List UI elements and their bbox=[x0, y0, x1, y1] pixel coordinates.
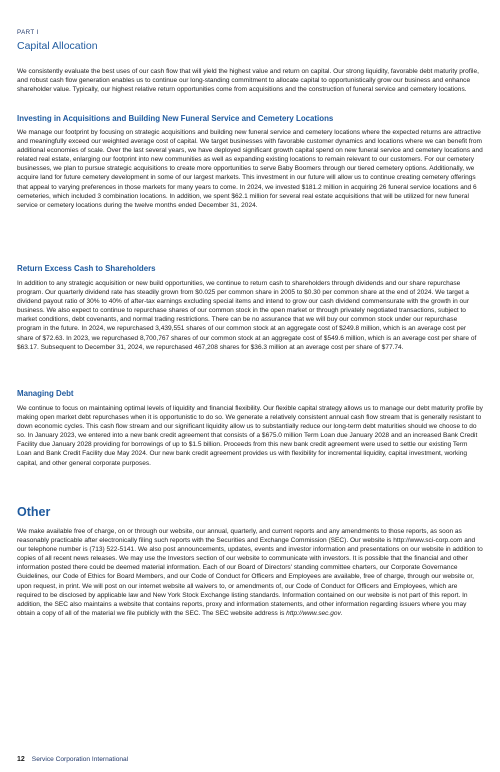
other-paragraph-end: . bbox=[340, 609, 343, 617]
other-paragraph-text: We make available free of charge, on or through our website, our annual, quarterly, and current reports and any amendments to those reports, as soon as reasonably practicable after electronically filing such reports with the Securities and Exchange Commission (SEC). Our website is http://www.sci-corp.com and our telephone number is (713) 522-5141. We also post announcements, updates, events and investor information and presentations on our website in addition to copies of all recent news releases. We may use the Investors section of our website to communicate with investors. It is possible that the financial and other information posted there could be deemed material information. Each of our Board of Directors' standing committee charters, our Corporate Governance Guidelines, our Code of Ethics for Board Members, and our Code of Conduct for Officers and Employees are available, free of charge, through our website or, upon request, in print. We will post on our internet website all waivers to, or amendments of, our Code of Conduct for Officers and Employees, which are required to be disclosed by applicable law and New York Stock Exchange listing standards. Information contained on our website is not part of this report. In addition, the SEC also maintains a website that contains reports, proxy and information statements, and other information regarding issuers where you may obtain a copy of all of the material we file publicly with the SEC. The SEC website address is bbox=[17, 528, 483, 617]
footer-company-name: Service Corporation International bbox=[31, 756, 129, 763]
return-cash-heading: Return Excess Cash to Shareholders bbox=[17, 264, 156, 273]
investing-heading: Investing in Acquisitions and Building New Funeral Service and Cemetery Locations bbox=[17, 114, 334, 123]
capital-allocation-paragraph: We consistently evaluate the best uses of our cash flow that will yield the highest value and return on capital. Our strong liquidity, favorable debt maturity profile, and robust cash flow generation enables us to continue our long-standing commitment to allocate capital to opportunistically grow our business and enhance shareholder value. Typically, our highest relative return opportunities come from acquisitions and the construction of funeral service and cemetery locations. bbox=[17, 68, 479, 94]
page-number: 12 bbox=[17, 756, 25, 763]
investing-paragraph: We manage our footprint by focusing on strategic acquisitions and building new funeral service and cemetery locations where the expected returns are attractive and meaningfully exceed our weighted average cost of capital. We target businesses with favorable customer dynamics and locations where we can benefit from additional economies of scale. Over the last several years, we have deployed significant growth capital spend on new funeral service and cemetery locations and related real estate, enlarging our footprint into new communities as well as expanding existing locations to remain relevant to our customers. For our cemetery businesses, we plan to pursue strategic acquisitions to create more opportunities to serve Baby Boomers through our tiered cemetery options. Additionally, we acquire land for future cemetery development in some of our largest markets. This investment in our future will allow us to continue creating cemetery offerings that appeal to varying preferences in those markets for many years to come. In 2024, we invested $181.2 million in acquiring 26 funeral service locations and 6 cemeteries, which included 3 combination locations. In addition, we spent $62.1 million for several real estate acquisitions that will be utilized for new funeral service or cemetery locations during the twelve months ended December 31, 2024. bbox=[17, 129, 483, 209]
capital-allocation-heading: Capital Allocation bbox=[17, 40, 98, 52]
managing-debt-paragraph: We continue to focus on maintaining optimal levels of liquidity and financial flexibility. Our flexible capital strategy allows us to manage our debt maturity profile by making open market debt repurchases when it is opportunistic to do so. We generate a relatively consistent annual cash flow stream that is generally resistant to down economic cycles. This cash flow stream and our significant liquidity allow us to substantially reduce our long-term debt maturities should we choose to do so. In January 2023, we entered into a new bank credit agreement that consists of a $675.0 million Term Loan due January 2028 and an increased Bank Credit Facility due January 2028 providing for borrowings of up to $1.5 billion. Proceeds from this new bank credit agreement were used to settle our existing Term Loan and Bank Credit Facility due May 2024. Our new bank credit agreement provides us with flexibility for incremental liquidity, capital investment, working capital, and other general corporate purposes. bbox=[17, 405, 483, 467]
other-paragraph bbox=[17, 527, 483, 618]
part-label: PART I bbox=[17, 29, 39, 36]
other-heading: Other bbox=[17, 505, 51, 519]
managing-debt-heading: Managing Debt bbox=[17, 389, 74, 398]
sec-website-link[interactable]: http://www.sec.gov bbox=[286, 609, 341, 617]
return-cash-paragraph: In addition to any strategic acquisition or new build opportunities, we continue to return cash to shareholders through dividends and our share repurchase program. Our quarterly dividend rate has steadily grown from $0.025 per common share in 2005 to $0.30 per common share at the end of 2024. We target a dividend payout ratio of 30% to 40% of after-tax earnings excluding special items and intend to grow our cash dividend commensurate with the growth in our business. We also expect to continue to repurchase shares of our common stock in the open market or through privately negotiated transactions, subject to market conditions, debt covenants, and normal trading restrictions. There can be no assurance that we will buy our common stock under our repurchase program in the future. In 2024, we repurchased 3,439,551 shares of our common stock at an aggregate cost of $249.8 million, which is an average cost per share of $72.63. In 2023, we repurchased 8,700,767 shares of our common stock at an aggregate cost of $549.6 million, which is an average cost per share of $63.17. Subsequent to December 31, 2024, we repurchased 467,208 shares for $36.3 million at an average cost per share of $77.74. bbox=[17, 280, 477, 351]
document-page bbox=[17, 0, 483, 772]
page-footer bbox=[17, 756, 128, 763]
